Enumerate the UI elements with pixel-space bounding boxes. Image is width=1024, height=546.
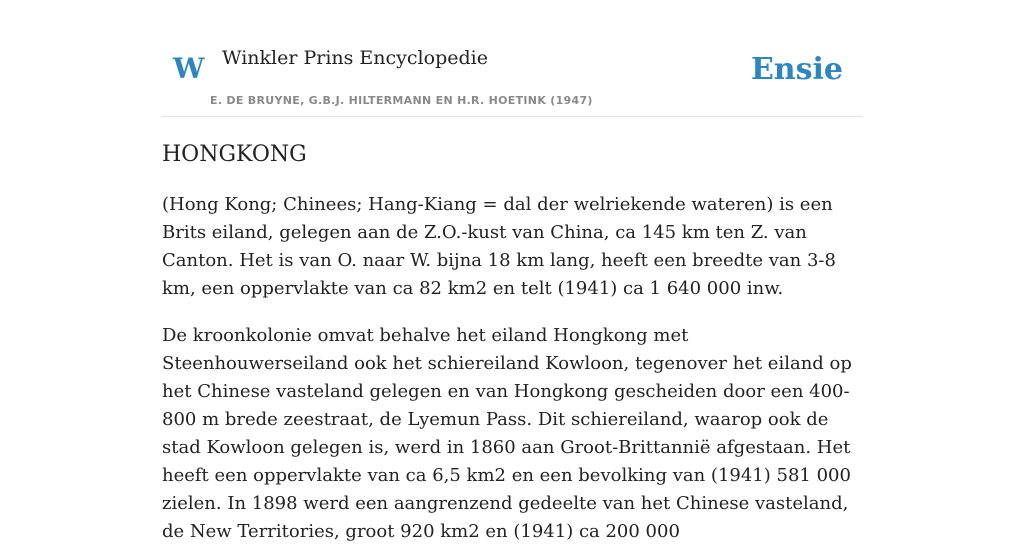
- publication-logo-icon[interactable]: W: [173, 52, 205, 85]
- article-paragraph-2: De kroonkolonie omvat behalve het eiland Hongkong met Steenhouwerseiland ook het schiereiland Kowloon, tegenover het eiland op het Chinese vasteland gelegen en van Hongkong gescheiden door een 400-800 m brede zeestraat, de Lyemun Pass. Dit schiereiland, waarop ook de stad Kowloon gelegen is, werd in 1860 aan Groot-Brittannië afgestaan. Het heeft een oppervlakte van ca 6,5 km2 en een bevolking van (1941) 581 000 zielen. In 1898 werd een aangrenzend gedeelte van het Chinese vasteland, de New Territories, groot 920 km2 en (1941) ca 200 000: [162, 325, 852, 542]
- site-header: [162, 0, 862, 117]
- article-title: HONGKONG: [162, 142, 307, 167]
- ensie-logo-link[interactable]: Ensie: [750, 52, 843, 87]
- article: [162, 136, 862, 546]
- publication-title-link[interactable]: Winkler Prins Encyclopedie: [222, 47, 488, 69]
- article-paragraph-1: (Hong Kong; Chinees; Hang-Kiang = dal der welriekende wateren) is een Brits eiland, gelegen aan de Z.O.-kust van China, ca 145 km ten Z. van Canton. Het is van O. naar W. bijna 18 km lang, heeft een breedte van 3-8 km, een oppervlakte van ca 82 km2 en telt (1941) ca 1 640 000 inw.: [162, 194, 836, 299]
- publication-authors: E. DE BRUYNE, G.B.J. HILTERMANN EN H.R. HOETINK (1947): [210, 94, 593, 107]
